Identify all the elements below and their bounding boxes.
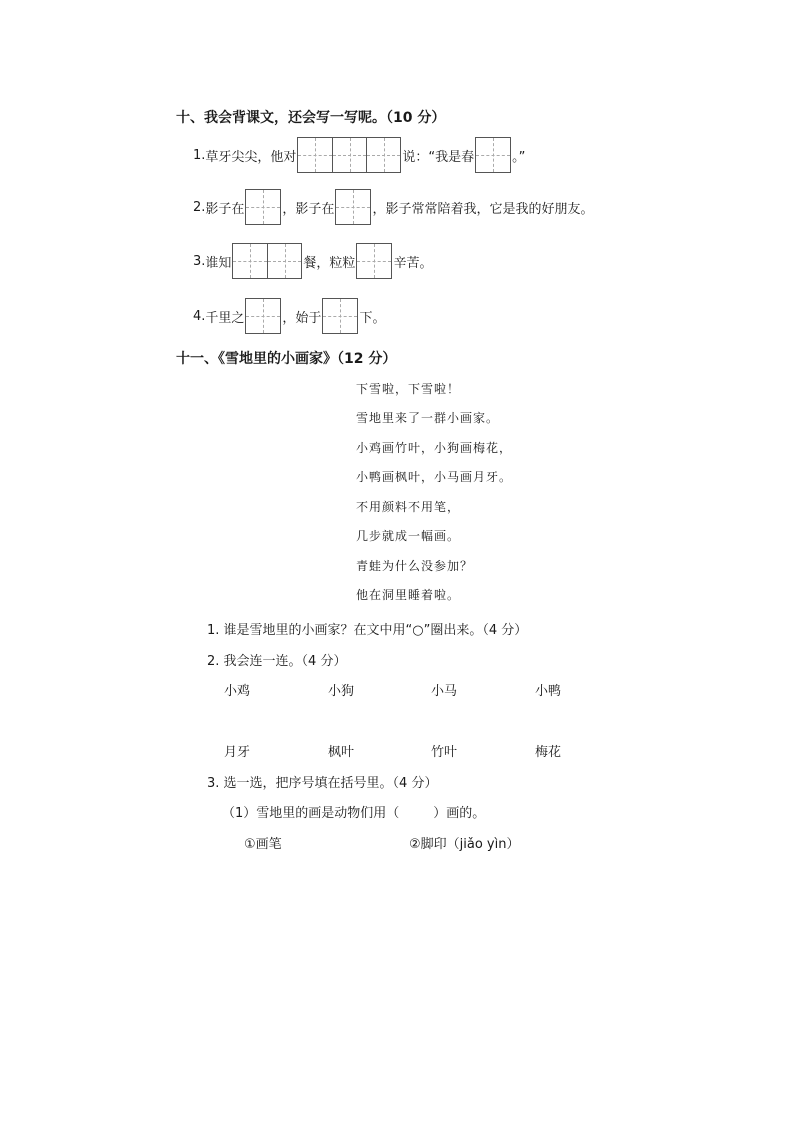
question-10-4	[193, 298, 385, 334]
q10-3-num: 3.	[193, 253, 206, 269]
question-11-3: 3. 选一选，把序号填在括号里。（4 分）	[207, 776, 438, 791]
q10-1-num: 1.	[193, 147, 206, 163]
q10-4-text-c: 下。	[359, 310, 386, 326]
writing-grid-2[interactable]	[322, 298, 358, 334]
match-item-bottom[interactable]: 枫叶	[328, 745, 355, 760]
q11-3-1-text-a: （1）雪地里的画是动物们用（	[222, 806, 400, 821]
poem-line: 小鸭画枫叶，小马画月牙。	[356, 470, 513, 484]
q10-3-text-c: 辛苦。	[393, 255, 433, 271]
q10-4-num: 4.	[193, 308, 206, 324]
q10-4-text-a: 千里之	[205, 310, 245, 326]
question-10-2	[193, 189, 593, 225]
q10-1-text-c: 。”	[512, 149, 526, 165]
q10-2-text-c: ，影子常常陪着我，它是我的好朋友。	[372, 201, 594, 217]
question-11-2: 2. 我会连一连。（4 分）	[207, 654, 347, 669]
q10-1-text-a: 草牙尖尖，他对	[205, 149, 297, 165]
question-11-3-1	[222, 802, 485, 821]
poem-line: 下雪啦，下雪啦！	[356, 382, 461, 396]
writing-grid-2[interactable]	[245, 189, 281, 225]
match-item-top[interactable]: 小鸭	[535, 684, 562, 699]
question-10-1	[193, 137, 525, 173]
question-10-3	[193, 243, 432, 279]
writing-grid-2[interactable]	[335, 189, 371, 225]
match-item-bottom[interactable]: 竹叶	[431, 745, 458, 760]
writing-grid-4[interactable]	[297, 137, 401, 173]
q10-3-text-b: 餐，粒粒	[303, 255, 356, 271]
question-11-1: 1. 谁是雪地里的小画家？在文中用“○”圈出来。（4 分）	[207, 623, 528, 638]
writing-grid-4[interactable]	[232, 243, 302, 279]
q10-4-text-b: ，始于	[282, 310, 322, 326]
poem-line: 不用颜料不用笔，	[356, 500, 461, 514]
q10-2-num: 2.	[193, 199, 206, 215]
match-item-top[interactable]: 小马	[431, 684, 458, 699]
writing-grid-2[interactable]	[356, 243, 392, 279]
q10-2-text-b: ，影子在	[282, 201, 335, 217]
match-item-bottom[interactable]: 月牙	[224, 745, 251, 760]
q10-1-text-b: 说：“我是春	[402, 149, 475, 165]
writing-grid-2[interactable]	[245, 298, 281, 334]
match-item-bottom[interactable]: 梅花	[535, 745, 562, 760]
poem-line: 小鸡画竹叶，小狗画梅花，	[356, 441, 513, 455]
q11-3-1-text-b: ）画的。	[433, 806, 486, 821]
section-10-title: 十、我会背课文，还会写一写呢。（10 分）	[176, 110, 446, 126]
match-item-top[interactable]: 小鸡	[224, 684, 251, 699]
match-item-top[interactable]: 小狗	[328, 684, 355, 699]
poem-line: 青蛙为什么没参加？	[356, 559, 474, 573]
poem-line: 雪地里来了一群小画家。	[356, 411, 500, 425]
q10-3-text-a: 谁知	[205, 255, 232, 271]
writing-grid-2[interactable]	[475, 137, 511, 173]
option-1[interactable]: ①画笔	[244, 837, 282, 852]
q10-2-text-a: 影子在	[205, 201, 245, 217]
section-11-title: 十一、《雪地里的小画家》（12 分）	[176, 351, 397, 367]
option-2[interactable]: ②脚印（jiǎo yìn）	[409, 837, 520, 852]
poem-line: 几步就成一幅画。	[356, 529, 461, 543]
poem-line: 他在洞里睡着啦。	[356, 588, 461, 602]
